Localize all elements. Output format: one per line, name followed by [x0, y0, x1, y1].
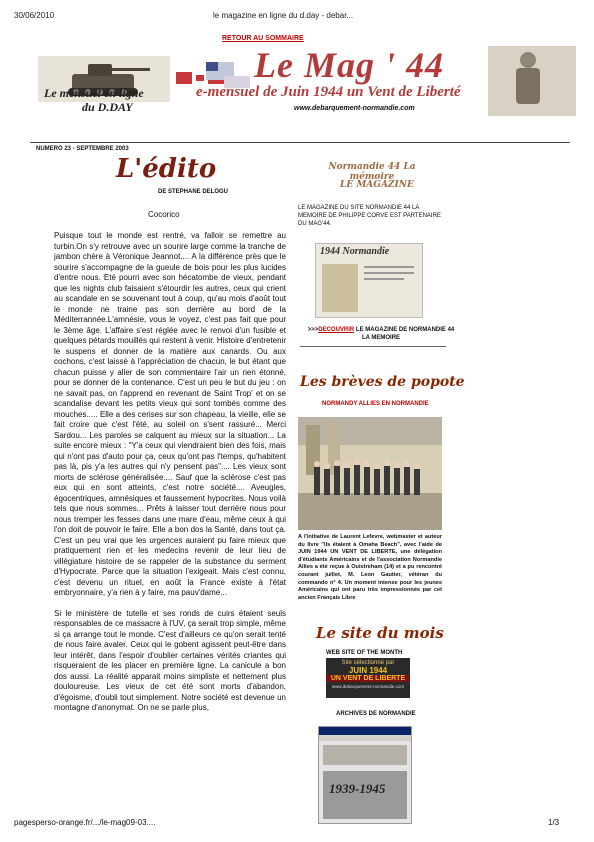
- group-photo-icon: [298, 417, 442, 530]
- badge-line: Site sélectionné par: [341, 660, 395, 666]
- banner-title: Le Mag ' 44: [254, 45, 444, 85]
- thumbnail-title: 1944 Normandie: [320, 246, 390, 257]
- print-page-title: le magazine en ligne du d.day - debar...: [213, 11, 354, 20]
- archives-titlebar: [319, 727, 411, 735]
- left-logo-line1: Le mensuel en ligne: [44, 86, 144, 100]
- breves-title: Les brèves de popote: [300, 374, 465, 390]
- thumbnail-line: [364, 272, 414, 274]
- badge-line: www.debarquement-normandie.com: [331, 684, 405, 689]
- print-url: pagesperso-orange.fr/.../le-mag09-03....: [14, 818, 156, 827]
- left-logo-line2: du D.DAY: [82, 100, 133, 114]
- print-page-count: 1/3: [548, 818, 560, 827]
- issue-number: NUMERO 23 - SEPTEMBRE 2003: [36, 146, 129, 152]
- print-date: 30/06/2010: [14, 11, 55, 20]
- discover-prefix: >>>: [307, 327, 319, 333]
- site-subtitle: WEB SITE OF THE MONTH: [326, 650, 403, 656]
- archives-toolbar: [319, 735, 411, 741]
- edito-body: [54, 231, 286, 821]
- banner-subtitle: e-mensuel de Juin 1944 un Vent de Liberté: [196, 84, 461, 100]
- memoire-thumbnail[interactable]: [315, 243, 423, 318]
- edito-byline: DE STEPHANE DELOGU: [158, 189, 229, 195]
- right-divider: [300, 346, 446, 347]
- thumbnail-line: [364, 266, 414, 268]
- banner-url[interactable]: www.debarquement-normandie.com: [294, 105, 415, 112]
- archives-image-text: 1939-1945: [329, 781, 386, 796]
- breves-text: A l'initiative de Laurent Lefevre, webmaster et auteur du livre "ils étaient à Omaha Beach", avec l'aide de JUIN 1944 UN VENT DE LIBERTE, une délégation d'étudiants Américains et de l'association Normandie Allies a été reçue à Ouistreham (14) et a pu rencontré courant juillet, M. Leon Gautier, vétéran du commando n° 4. Un moment intense pour les jeunes Américains qui ont paru très impressionnés par cet ancien Français Libre: [298, 534, 442, 601]
- edito-title: L'édito: [116, 154, 217, 184]
- edito-paragraph: Puisque tout le monde est rentré, va falloir se remettre au turbin.On s'y retrouve avec un sourire large comme la tranche de jambon chère à Véronique Jeannot.... A la différence près que le sourire s'accompagne de la gueule de bois pour les plus lucides d'entre nous. Eté pourri avec son hécatombe de vieux, pendant que les nights club faisaient s'étourdir les autres, ceux qui crient au scandale en se souvenant tout à coup, qu'au mois d'août tout le monde ne traine pas son derrière au bord de la Méditerrannée.L'amnésie, vous le voyez, c'est pas fait que pour le 3ème âge. L'affaire s'est réglée avec le renvoi d'un fusible et quelques pétards mouillés qui restent à venir. Histoire d'entretenir le suspens et donner de la matière aux canards. Ou aux cochons, c'est laissé à l'appréciation de chacun, le but étant que chacun puisse y aller de son commentaire l'air un rien étonné, pour se donner de la contenance. C'est un peu le but du jeu : on ne savait pas, on l'apprend en revenant de Saint Trop' et on se scandalise devant les petits vieux qui sont tombés comme des mouches..... Elle a des cerises sur son chapeau, la vieille, elle se fait croire que c'est l'été, au soleil on s'sent rassuré... Merci Sardou... Les paroles se calquent au mieux sur la situation... La suite encore mieux : "Y'a ceux qui viendraient bien des fois, mais qui n'ont pas d'auto pour ça, ceux qu'ont pas l'temps, qu'habitent pas là, pis y'a les autres qui n'y pensent pas".... Les vieux sont morts de sclérose généralisée.... Sauf que la sclérose c'est pas eux qui en sont atteints, c'est notre société.... Aveugles, égocentriques, amnésiques et faussement hypocrites. Nous voilà tels que nous sommes... Prêts à laisser tout derrière nous pour nous tremper les fesses dans une mare d'eau, même ceux à qui l'on doit de pouvoir le faire. Elle a bon dos la Santé, dans tout ça. C'est un peu vrai que les urgences auraient pu faire mieux que pratiquement rien et les medecins revenir de leur lieu de villégiature histoire de se rappeler de la substance du serment d'Hypocrate. Parce que la situation l'exigeait. Mais c'est connu, c'est devenu un rituel, en août la France existe à l'état embryonnaire, y'a rien à y faire, ma pauv'dame...: [54, 231, 286, 597]
- edito-paragraph: Si le ministère de tutelle et ses ronds de cuirs étaient seuls responsables de ce massacre à l'UV, ça serait trop simple, même si ça arrange tout le monde. C'est d'ailleurs ce qu'on serait tenté de nous faire avaler. Ceux qui le gobent agissent peut-être dans leur intérêt, dans l'espoir d'oublier certaines vérités criantes qui risqueraient de les placer en première ligne. La canicule a bon dos aussi. La réalité apparait moins simpliste et nettement plus douloureuse. Les vieux de cet été sont morts d'abandon, d'égoisme, d'oubli tout simplement. Notre société est devenue un montagne d'anonymat. On ne se parle plus,: [54, 608, 286, 712]
- archives-label: ARCHIVES DE NORMANDIE: [336, 711, 416, 717]
- memoire-text: LE MAGAZINE DU SITE NORMANDIE 44 LA MEMOIRE DE PHILIPPE CORVE EST PARTENAIRE DU MAG'44.: [298, 205, 441, 227]
- normandy-allies-photo: [298, 417, 442, 530]
- breves-subtitle: NORMANDY ALLIES EN NORMANDIE: [322, 401, 429, 407]
- thumbnail-photo: [322, 264, 358, 312]
- archives-screenshot[interactable]: [318, 726, 412, 824]
- thumbnail-line: [364, 278, 404, 280]
- badge-line: JUIN 1944: [348, 666, 388, 675]
- discover-rest: LE MAGAZINE DE NORMANDIE 44 LA MEMOIRE: [354, 327, 455, 341]
- site-title: Le site du mois: [316, 624, 444, 642]
- archives-photo: [323, 745, 407, 765]
- memoire-title: Normandie 44 La mémoire: [328, 162, 416, 182]
- mag-banner[interactable]: [176, 46, 576, 124]
- edito-heading: Cocorico: [148, 210, 180, 219]
- header-divider: [30, 142, 570, 143]
- discover-line: [306, 326, 456, 342]
- memoire-subtitle: LE MAGAZINE: [340, 180, 414, 190]
- retour-sommaire-link[interactable]: RETOUR AU SOMMAIRE: [222, 35, 304, 42]
- discover-link[interactable]: DECOUVRIR: [318, 327, 355, 333]
- site-badge[interactable]: [326, 658, 410, 698]
- left-logo[interactable]: [38, 52, 170, 120]
- badge-line: UN VENT DE LIBERTE: [326, 675, 410, 682]
